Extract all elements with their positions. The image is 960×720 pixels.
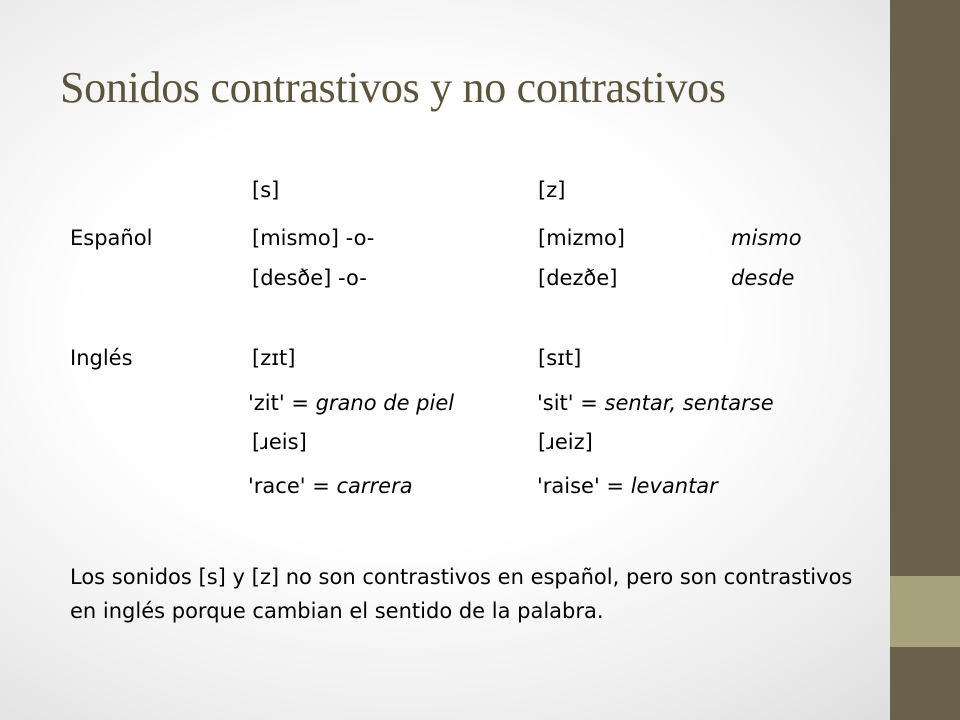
english-row1-a: [zɪt] [252, 346, 296, 370]
header-s: [s] [252, 178, 280, 202]
spanish-row2-z: [dezðe] [538, 266, 618, 290]
english-row2-a-word: 'zit' = [248, 391, 316, 415]
spanish-row2-s: [desðe] -o- [252, 266, 367, 290]
conclusion-paragraph: Los sonidos [s] y [z] no son contrastivos en español, pero son contrastivos en inglés porque cambian el sentido de la palabra. [70, 565, 853, 623]
header-z: [z] [538, 178, 566, 202]
sidebar-band-accent [890, 576, 960, 647]
english-row1-b: [sɪt] [538, 346, 582, 370]
english-row4-a-word: 'race' = [248, 474, 337, 498]
english-row2-b-gloss: sentar, sentarse [604, 391, 774, 415]
slide-title: Sonidos contrastivos y no contrastivos [60, 63, 726, 112]
sidebar-band-top [890, 0, 960, 576]
sidebar-band-bottom [890, 647, 960, 720]
english-row2-a [248, 391, 454, 415]
spanish-label: Español [70, 226, 153, 250]
english-row4-a [248, 474, 413, 498]
english-row4-b [537, 474, 718, 498]
english-row4-b-gloss: levantar [630, 474, 718, 498]
spanish-row1-s: [mismo] -o- [252, 226, 375, 250]
spanish-row1-gloss: mismo [731, 226, 802, 250]
english-row2-b [537, 391, 774, 415]
english-row4-b-word: 'raise' = [537, 474, 631, 498]
english-row2-a-gloss: grano de piel [315, 391, 455, 415]
english-row2-b-word: 'sit' = [537, 391, 605, 415]
english-label: Inglés [70, 346, 133, 370]
spanish-row1-z: [mizmo] [538, 226, 626, 250]
spanish-row2-gloss: desde [731, 266, 795, 290]
english-row4-a-gloss: carrera [336, 474, 413, 498]
english-row3-b: [ɹeiz] [538, 430, 593, 454]
english-row3-a: [ɹeis] [252, 430, 307, 454]
